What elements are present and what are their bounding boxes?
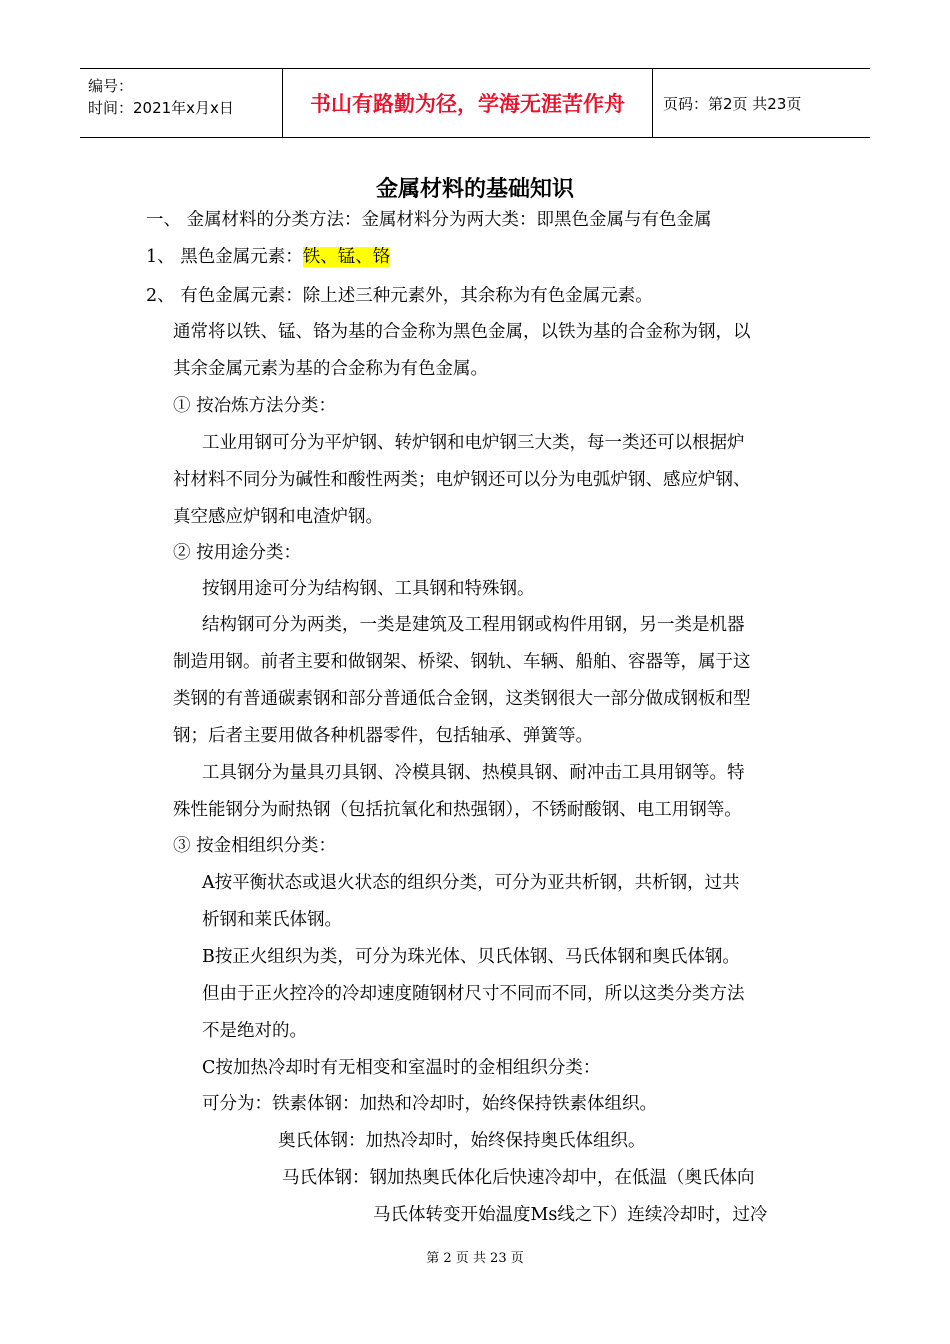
paragraph-line: 马氏体钢：钢加热奥氏体化后快速冷却中，在低温（奥氏体向 — [282, 1168, 755, 1188]
highlighted-text: 1、 黑色金属元素： — [146, 247, 303, 267]
paragraph-line: ① 按冶炼方法分类： — [173, 396, 337, 416]
paragraph-line: 钢；后者主要用做各种机器零件，包括轴承、弹簧等。 — [173, 726, 593, 746]
paragraph-line: B按正火组织为类，可分为珠光体、贝氏体钢、马氏体钢和奥氏体钢。 — [202, 947, 740, 967]
paragraph-line: 但由于正火控冷的冷却速度随钢材尺寸不同而不同，所以这类分类方法 — [202, 984, 745, 1004]
document-title: 金属材料的基础知识 — [375, 177, 574, 202]
paragraph-line: ② 按用途分类： — [173, 543, 302, 563]
paragraph-line: 一、 金属材料的分类方法：金属材料分为两大类：即黑色金属与有色金属 — [146, 210, 712, 230]
header-motto: 书山有路勤为径，学海无涯苦作舟 — [282, 69, 653, 137]
paragraph-line: 可分为：铁素体钢：加热和冷却时，始终保持铁素体组织。 — [202, 1094, 657, 1114]
paragraph-line: 制造用钢。前者主要和做钢架、桥梁、钢轨、车辆、船舶、容器等，属于这 — [173, 652, 751, 672]
header-meta — [80, 69, 282, 137]
paragraph-line — [146, 245, 390, 269]
paragraph-line: 工业用钢可分为平炉钢、转炉钢和电炉钢三大类，每一类还可以根据炉 — [202, 433, 745, 453]
paragraph-line: ③ 按金相组织分类： — [173, 836, 337, 856]
header-page-code: 页码：第2页 共23页 — [663, 95, 802, 113]
document-date: 时间：2021年x月x日 — [88, 99, 234, 117]
page-footer: 第 2 页 共 23 页 — [426, 1251, 524, 1266]
paragraph-line: 通常将以铁、锰、铬为基的合金称为黑色金属，以铁为基的合金称为钢，以 — [173, 322, 751, 342]
paragraph-line: 2、 有色金属元素：除上述三种元素外，其余称为有色金属元素。 — [146, 286, 653, 306]
paragraph-line: 析钢和莱氏体钢。 — [202, 910, 342, 930]
document-number-label: 编号： — [88, 77, 134, 95]
paragraph-line: 真空感应炉钢和电渣炉钢。 — [173, 507, 383, 527]
paragraph-line: 类钢的有普通碳素钢和部分普通低合金钢，这类钢很大一部分做成钢板和型 — [173, 689, 751, 709]
paragraph-line: 结构钢可分为两类，一类是建筑及工程用钢或构件用钢，另一类是机器 — [202, 615, 745, 635]
paragraph-line: 其余金属元素为基的合金称为有色金属。 — [173, 359, 488, 379]
paragraph-line: 奥氏体钢：加热冷却时，始终保持奥氏体组织。 — [278, 1131, 646, 1151]
paragraph-line: 工具钢分为量具刃具钢、冷模具钢、热模具钢、耐冲击工具用钢等。特 — [202, 763, 745, 783]
paragraph-line: 马氏体转变开始温度Ms线之下）连续冷却时，过冷 — [373, 1205, 768, 1225]
paragraph-line: 衬材料不同分为碱性和酸性两类；电炉钢还可以分为电弧炉钢、感应炉钢、 — [173, 470, 751, 490]
paragraph-line: A按平衡状态或退火状态的组织分类，可分为亚共析钢，共析钢，过共 — [202, 873, 740, 893]
highlighted-text: 铁、锰、铬 — [302, 247, 391, 267]
page-header — [80, 68, 870, 138]
paragraph-line: 按钢用途可分为结构钢、工具钢和特殊钢。 — [202, 579, 535, 599]
paragraph-line: 殊性能钢分为耐热钢（包括抗氧化和热强钢），不锈耐酸钢、电工用钢等。 — [173, 800, 742, 820]
paragraph-line: C按加热冷却时有无相变和室温时的金相组织分类： — [202, 1058, 601, 1078]
paragraph-line: 不是绝对的。 — [202, 1021, 307, 1041]
